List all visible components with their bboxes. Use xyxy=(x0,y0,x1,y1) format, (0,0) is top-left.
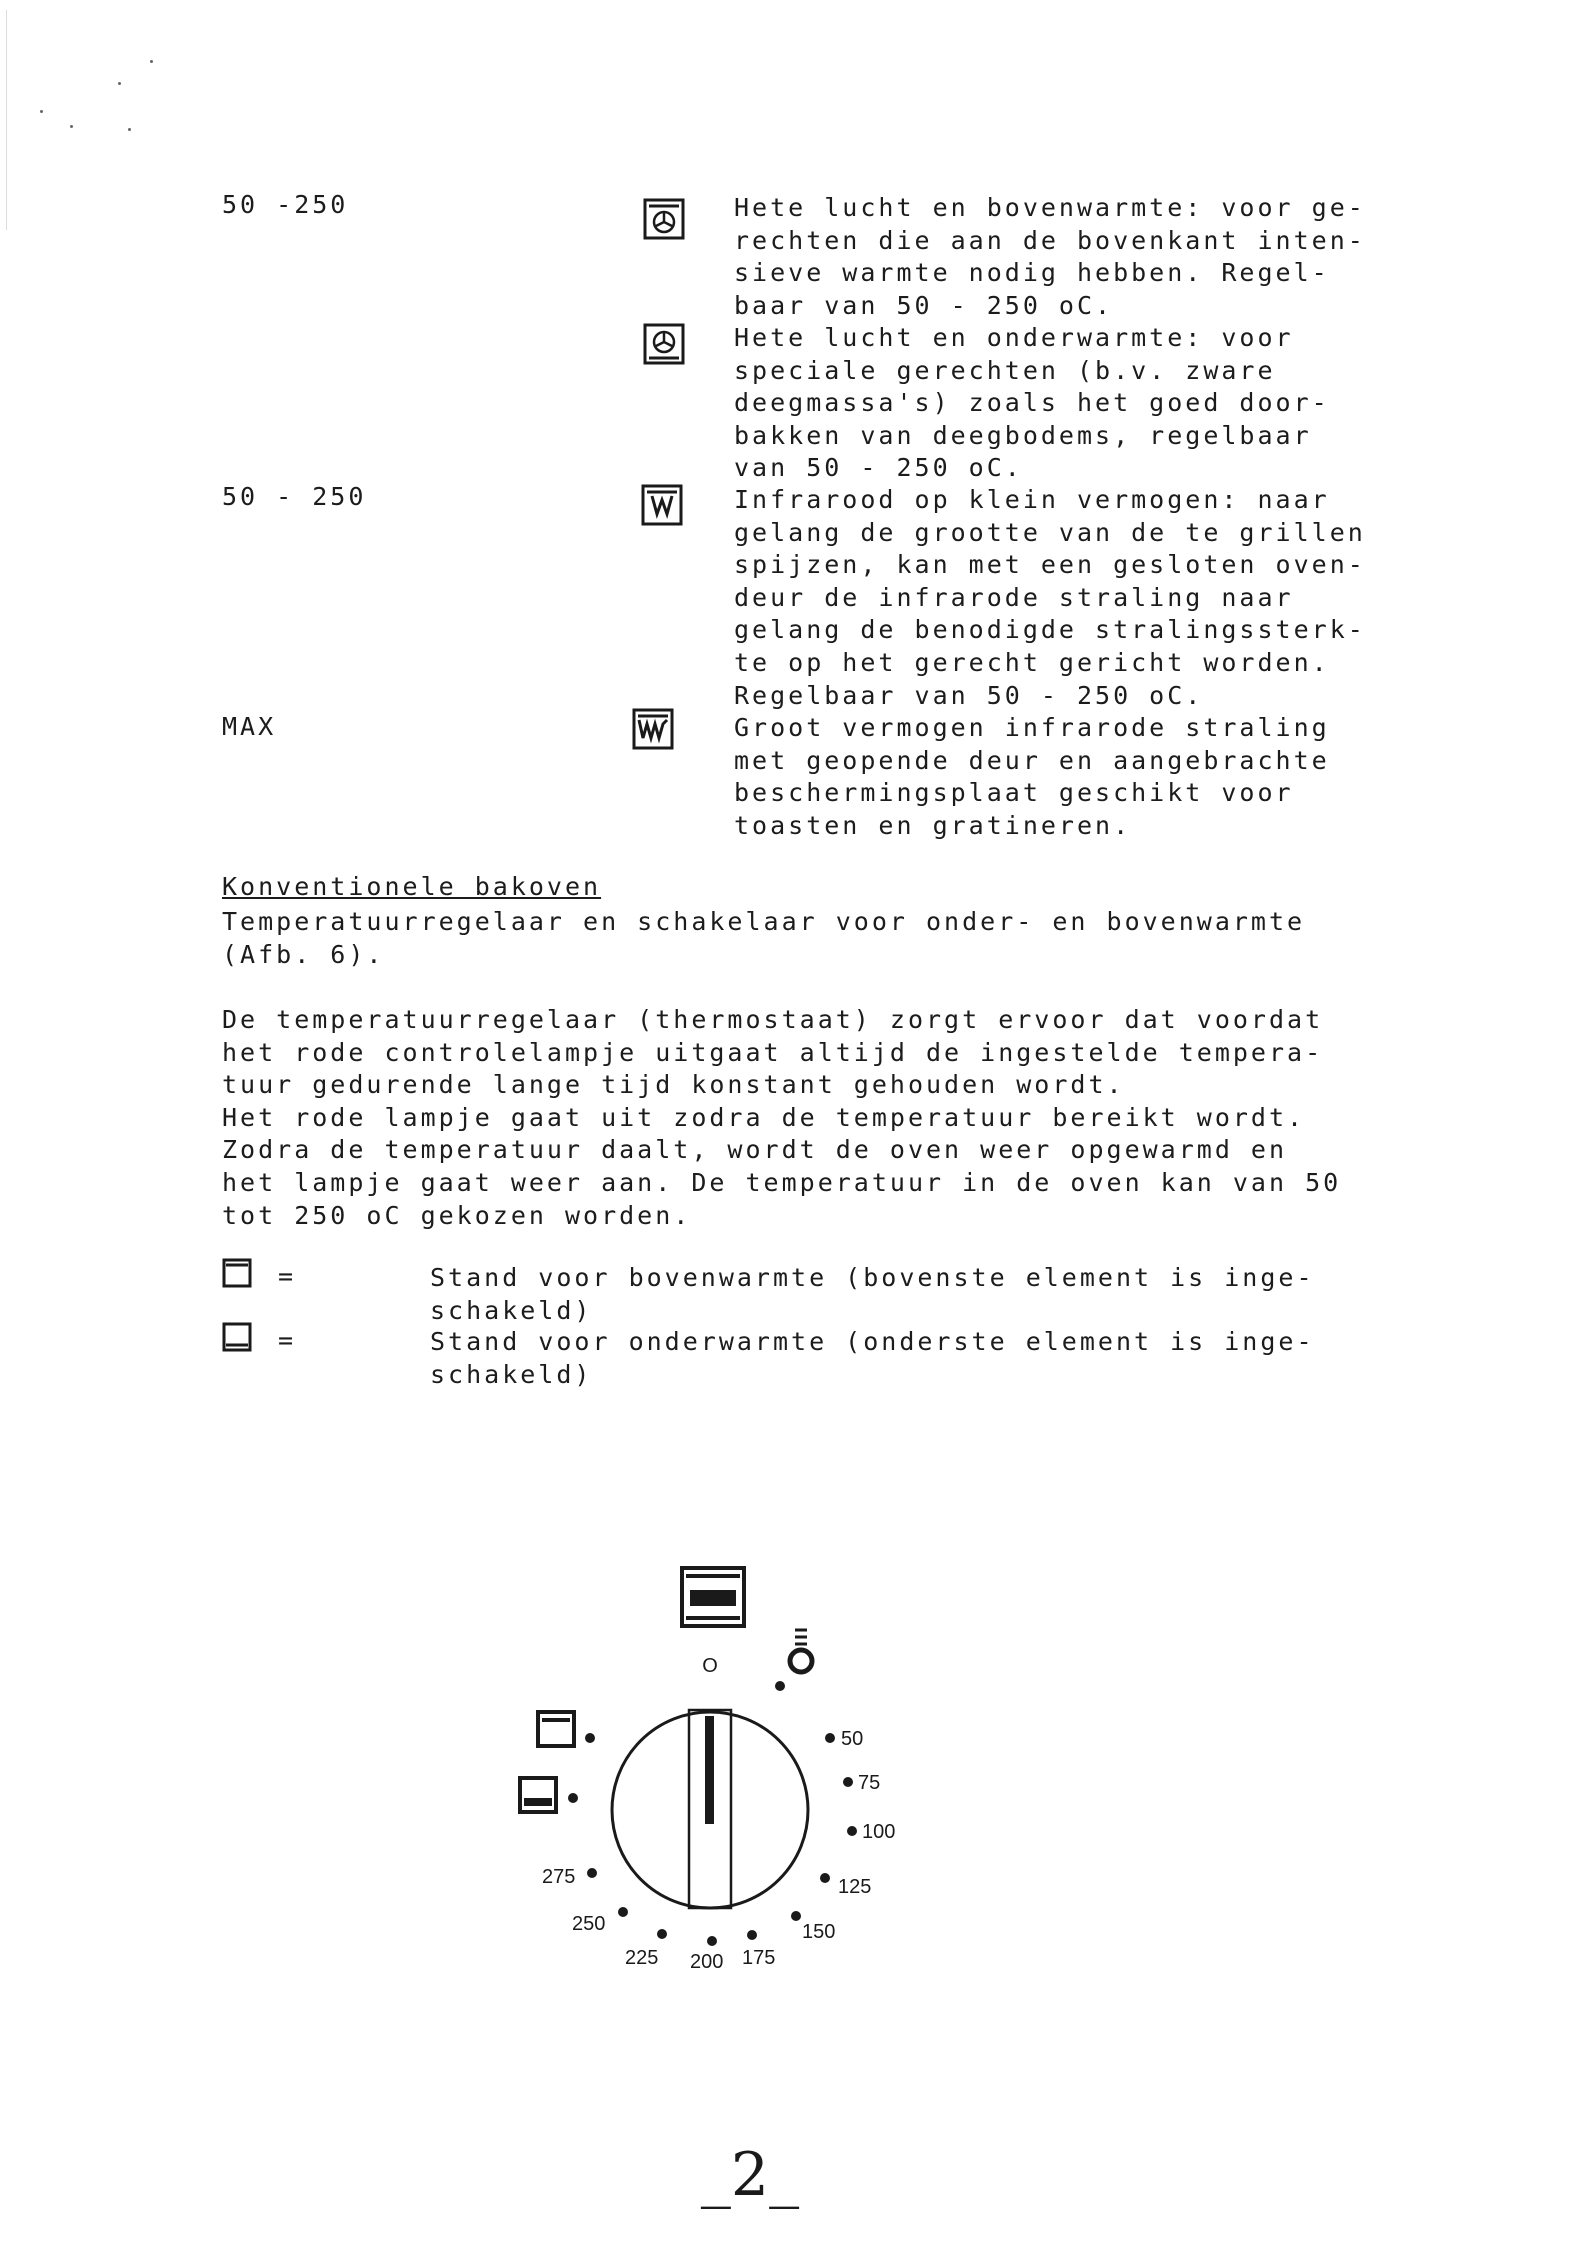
section-intro: Temperatuurregelaar en schakelaar voor onder- en bovenwarmte (Afb. 6). xyxy=(222,907,1306,969)
row-label: MAX xyxy=(222,712,277,741)
thermostat-dial-diagram xyxy=(480,1560,940,2010)
scale-label-275: 275 xyxy=(542,1866,576,1888)
scale-dot xyxy=(820,1873,830,1883)
scale-label-250: 250 xyxy=(572,1913,606,1935)
scale-label-200: 200 xyxy=(690,1951,724,1973)
scan-margin-line xyxy=(6,10,7,230)
scale-dot xyxy=(775,1681,785,1691)
infrared-large-icon xyxy=(632,708,674,750)
row-label: 50 - 250 xyxy=(222,482,367,511)
hot-air-bottom-heat-icon xyxy=(643,323,685,365)
knob-pointer xyxy=(705,1716,714,1824)
scale-dot xyxy=(585,1733,595,1743)
bottom-heat-icon xyxy=(222,1322,252,1352)
scan-speck xyxy=(128,128,131,131)
scan-speck xyxy=(118,82,121,85)
top-bottom-heat-icon xyxy=(682,1568,744,1626)
page-number: _2_ xyxy=(700,2140,800,2210)
infrared-small-icon xyxy=(641,484,683,526)
scale-dot xyxy=(587,1868,597,1878)
legend-text: Stand voor bovenwarmte (bovenste element is inge- schakeld) xyxy=(430,1263,1315,1325)
scale-label-175: 175 xyxy=(742,1947,776,1969)
section-body: De temperatuurregelaar (thermostaat) zorgt ervoor dat voordat het rode controlelampje uitgaat altijd de ingestelde tempera- tuur gedurende lange tijd konstant gehouden wordt. Het rode lampje gaat uit zodra de temperatuur bereikt wordt. Zodra de temperatuur daalt, wordt de oven weer opgewarmd en het lampje gaat weer aan. De temperatuur in de oven kan van 50 tot 250 oC gekozen worden. xyxy=(222,1005,1342,1230)
row-description: Hete lucht en onderwarmte: voor speciale gerechten (b.v. zware deegmassa's) zoals het goed door- bakken van deegbodems, regelbaar van 50 - 250 oC. xyxy=(734,323,1330,483)
scan-speck xyxy=(70,125,73,128)
scale-label-225: 225 xyxy=(625,1947,659,1969)
top-heat-symbol-icon xyxy=(538,1712,574,1746)
scan-speck xyxy=(40,110,43,113)
scale-label-100: 100 xyxy=(862,1821,896,1843)
row-description: Hete lucht en bovenwarmte: voor ge- rechten die aan de bovenkant inten- sieve warmte nodig hebben. Regel- baar van 50 - 250 oC. xyxy=(734,193,1366,320)
dial-off-label: O xyxy=(702,1655,718,1677)
row-description: Groot vermogen infrarode straling met geopende deur en aangebrachte beschermingsplaat geschikt voor toasten en gratineren. xyxy=(734,713,1330,840)
lamp-icon xyxy=(790,1630,812,1672)
scale-dot xyxy=(847,1826,857,1836)
scale-dot xyxy=(791,1911,801,1921)
scale-dot xyxy=(568,1793,578,1803)
scale-label-50: 50 xyxy=(841,1728,864,1750)
row-description: Infrarood op klein vermogen: naar gelang de grootte van de te grillen spijzen, kan met een gesloten oven- deur de infrarode straling naar gelang de benodigde stralingssterk- te op het gerecht gericht worden. Regelbaar van 50 - 250 oC. xyxy=(734,485,1366,710)
legend-equals: = xyxy=(278,1262,297,1291)
scale-label-75: 75 xyxy=(858,1772,881,1794)
scan-speck xyxy=(150,60,153,63)
legend-equals: = xyxy=(278,1326,297,1355)
scale-dot xyxy=(825,1733,835,1743)
section-title: Konventionele bakoven xyxy=(222,872,602,901)
top-heat-icon xyxy=(222,1258,252,1288)
legend-text: Stand voor onderwarmte (onderste element is inge- schakeld) xyxy=(430,1327,1315,1389)
bottom-heat-symbol-icon xyxy=(520,1778,556,1812)
scale-dot xyxy=(657,1929,667,1939)
scale-dot xyxy=(747,1930,757,1940)
scale-dot xyxy=(843,1777,853,1787)
scale-dot xyxy=(707,1936,717,1946)
scale-dot xyxy=(618,1907,628,1917)
row-label: 50 -250 xyxy=(222,190,349,219)
scale-label-125: 125 xyxy=(838,1876,872,1898)
scale-label-150: 150 xyxy=(802,1921,836,1943)
hot-air-top-heat-icon xyxy=(643,198,685,240)
